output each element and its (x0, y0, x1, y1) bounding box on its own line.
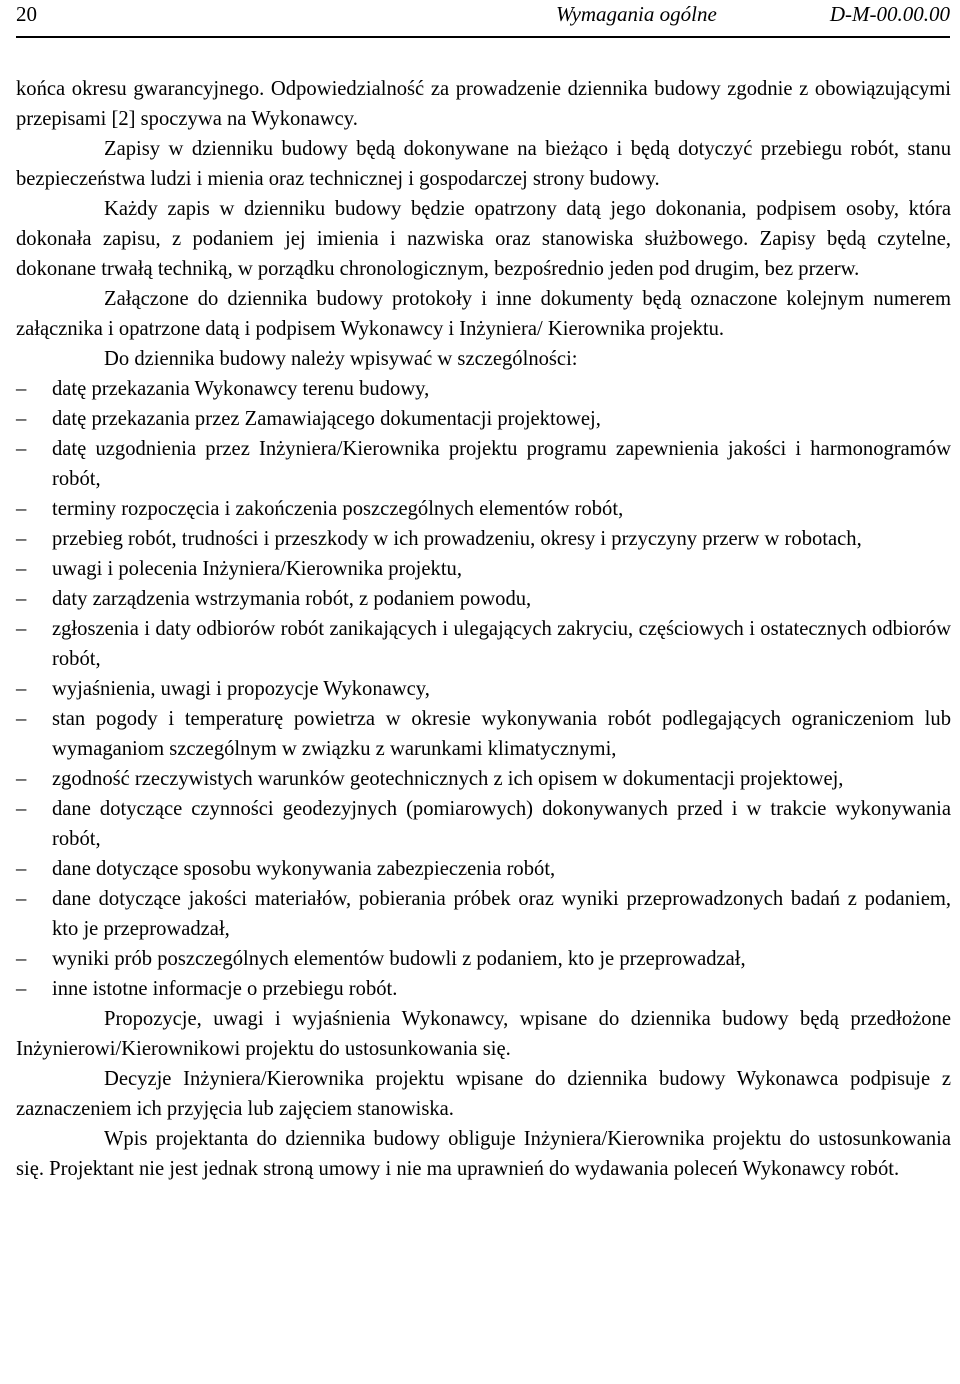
list-item-text: uwagi i polecenia Inżyniera/Kierownika projektu, (52, 558, 463, 580)
list-item (16, 884, 951, 944)
list-item (16, 764, 951, 794)
dash-bullet: – (16, 528, 27, 550)
list-item-text: zgodność rzeczywistych warunków geotechnicznych z ich opisem w dokumentacji projektowej, (52, 768, 844, 790)
list-item-text: wyniki prób poszczególnych elementów budowli z podaniem, kto je przeprowadzał, (52, 948, 746, 970)
list-item (16, 794, 951, 854)
list-item-text: terminy rozpoczęcia i zakończenia poszczególnych elementów robót, (52, 498, 624, 520)
dash-bullet: – (16, 978, 27, 1000)
list-item (16, 494, 951, 524)
list-item (16, 524, 951, 554)
list-item-text: datę uzgodnienia przez Inżyniera/Kierownika projektu programu zapewnienia jakości i harmonogramów robót, (52, 438, 951, 490)
paragraph: Zapisy w dzienniku budowy będą dokonywane na bieżąco i będą dotyczyć przebiegu robót, stanu bezpieczeństwa ludzi i mienia oraz technicznej i gospodarczej strony budowy. (16, 138, 951, 190)
document-body (16, 74, 951, 1184)
list-item (16, 674, 951, 704)
page-number: 20 (16, 2, 37, 26)
header-code: D-M-00.00.00 (829, 2, 950, 26)
list-item (16, 974, 951, 1004)
requirements-list (16, 374, 951, 1004)
dash-bullet: – (16, 438, 27, 460)
list-item (16, 434, 951, 494)
list-item-text: zgłoszenia i daty odbiorów robót zanikających i ulegających zakryciu, częściowych i ostatecznych odbiorów robót, (52, 618, 951, 670)
list-item-text: dane dotyczące sposobu wykonywania zabezpieczenia robót, (52, 858, 556, 880)
list-item (16, 704, 951, 764)
dash-bullet: – (16, 498, 27, 520)
list-item-text: wyjaśnienia, uwagi i propozycje Wykonawcy, (52, 678, 430, 700)
list-item-text: stan pogody i temperaturę powietrza w okresie wykonywania robót podlegających ograniczeniom lub wymaganiom szczególnym w związku z warunkami klimatycznymi, (52, 708, 951, 760)
dash-bullet: – (16, 558, 27, 580)
dash-bullet: – (16, 768, 27, 790)
paragraph: Wpis projektanta do dziennika budowy obliguje Inżyniera/Kierownika projektu do ustosunkowania się. Projektant nie jest jednak stroną umowy i nie ma uprawnień do wydawania poleceń Wykonawcy robót. (16, 1128, 951, 1180)
list-item-text: dane dotyczące jakości materiałów, pobierania próbek oraz wyniki przeprowadzonych badań z podaniem, kto je przeprowadzał, (52, 888, 951, 940)
list-item-text: datę przekazania Wykonawcy terenu budowy, (52, 378, 430, 400)
dash-bullet: – (16, 588, 27, 610)
dash-bullet: – (16, 858, 27, 880)
list-item-text: inne istotne informacje o przebiegu robót. (52, 978, 398, 1000)
paragraph: Decyzje Inżyniera/Kierownika projektu wpisane do dziennika budowy Wykonawca podpisuje z zaznaczeniem ich przyjęcia lub zajęciem stanowiska. (16, 1068, 951, 1120)
paragraph: Załączone do dziennika budowy protokoły i inne dokumenty będą oznaczone kolejnym numerem załącznika i opatrzone datą i podpisem Wykonawcy i Inżyniera/ Kierownika projektu. (16, 288, 951, 340)
paragraph: końca okresu gwarancyjnego. Odpowiedzialność za prowadzenie dziennika budowy zgodnie z obowiązującymi przepisami [2] spoczywa na Wykonawcy. (16, 78, 951, 130)
list-item (16, 404, 951, 434)
page-header (16, 0, 950, 38)
list-item (16, 944, 951, 974)
dash-bullet: – (16, 678, 27, 700)
dash-bullet: – (16, 798, 27, 820)
paragraph: Propozycje, uwagi i wyjaśnienia Wykonawcy, wpisane do dziennika budowy będą przedłożone Inżynierowi/Kierownikowi projektu do ustosunkowania się. (16, 1008, 951, 1060)
list-item (16, 554, 951, 584)
list-item-text: dane dotyczące czynności geodezyjnych (pomiarowych) dokonywanych przed i w trakcie wykonywania robót, (52, 798, 951, 850)
dash-bullet: – (16, 888, 27, 910)
list-item-text: daty zarządzenia wstrzymania robót, z podaniem powodu, (52, 588, 532, 610)
dash-bullet: – (16, 708, 27, 730)
dash-bullet: – (16, 948, 27, 970)
paragraph: Każdy zapis w dzienniku budowy będzie opatrzony datą jego dokonania, podpisem osoby, która dokonała zapisu, z podaniem jej imienia i nazwiska oraz stanowiska służbowego. Zapisy będą czytelne, dokonane trwałą techniką, w porządku chronologicznym, bezpośrednio jeden pod drugim, bez przerw. (16, 198, 951, 280)
list-intro: Do dziennika budowy należy wpisywać w szczególności: (104, 348, 578, 370)
list-item (16, 854, 951, 884)
dash-bullet: – (16, 618, 27, 640)
list-item-text: przebieg robót, trudności i przeszkody w ich prowadzeniu, okresy i przyczyny przerw w robotach, (52, 528, 862, 550)
dash-bullet: – (16, 408, 27, 430)
list-item (16, 614, 951, 674)
list-item (16, 584, 951, 614)
list-item (16, 374, 951, 404)
dash-bullet: – (16, 378, 27, 400)
header-title: Wymagania ogólne (556, 2, 717, 26)
list-item-text: datę przekazania przez Zamawiającego dokumentacji projektowej, (52, 408, 601, 430)
